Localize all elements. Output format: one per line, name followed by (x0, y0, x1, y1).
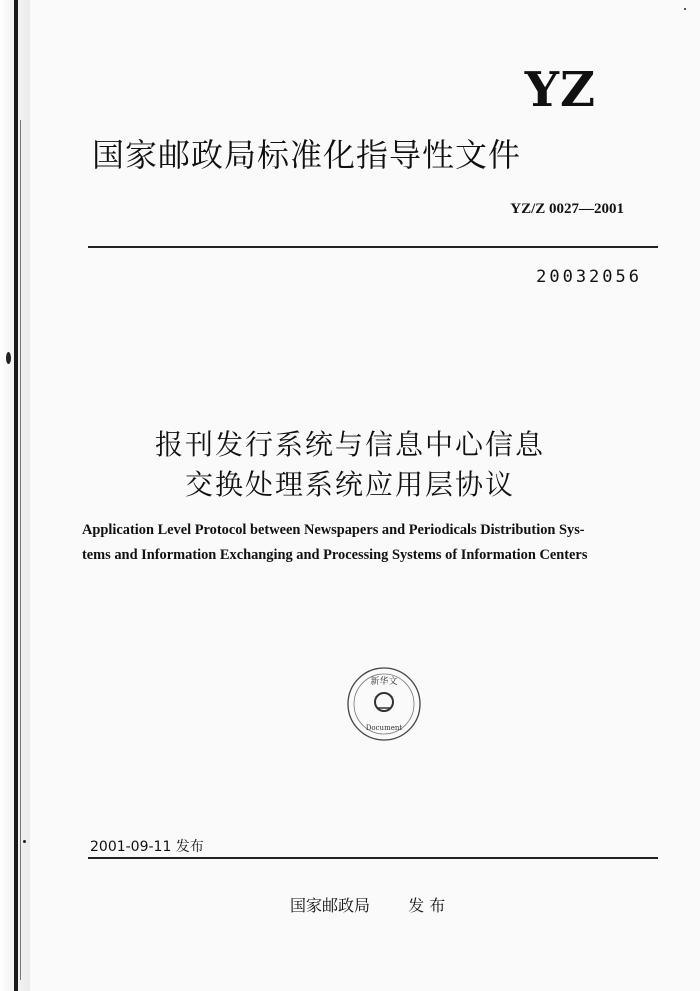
seal-top-text: 新华文 (370, 677, 398, 687)
cn-title-line-1: 报刊发行系统与信息中心信息 (154, 428, 545, 461)
cn-title-line-2: 交换处理系统应用层协议 (184, 468, 515, 501)
seal-bottom-text: Document (365, 724, 403, 732)
header-mark: YZ (524, 62, 596, 118)
scan-speck (6, 352, 11, 364)
scan-speck (23, 840, 26, 843)
binding-edge-shadow (20, 120, 21, 980)
scan-speck (684, 8, 686, 10)
header-divider (88, 246, 658, 248)
issuer-line (290, 893, 445, 916)
seal-stamp (344, 664, 424, 744)
standard-number: YZ/Z 0027—2001 (510, 201, 624, 217)
release-date: 2001-09-11 发布 (90, 839, 204, 855)
issuer-name: 国家邮政局 (290, 896, 371, 915)
en-title-line-2: tems and Information Exchanging and Processing Systems of Information Centers (82, 547, 588, 563)
document-series-title: 国家邮政局标准化指导性文件 (92, 136, 522, 174)
en-title-line-1: Application Level Protocol between Newspapers and Periodicals Distribution Sys- (82, 522, 585, 538)
footer-divider (88, 857, 658, 859)
stamp-number: 20032056 (536, 267, 642, 287)
issue-label: 发 布 (408, 896, 446, 915)
english-title (82, 518, 662, 568)
